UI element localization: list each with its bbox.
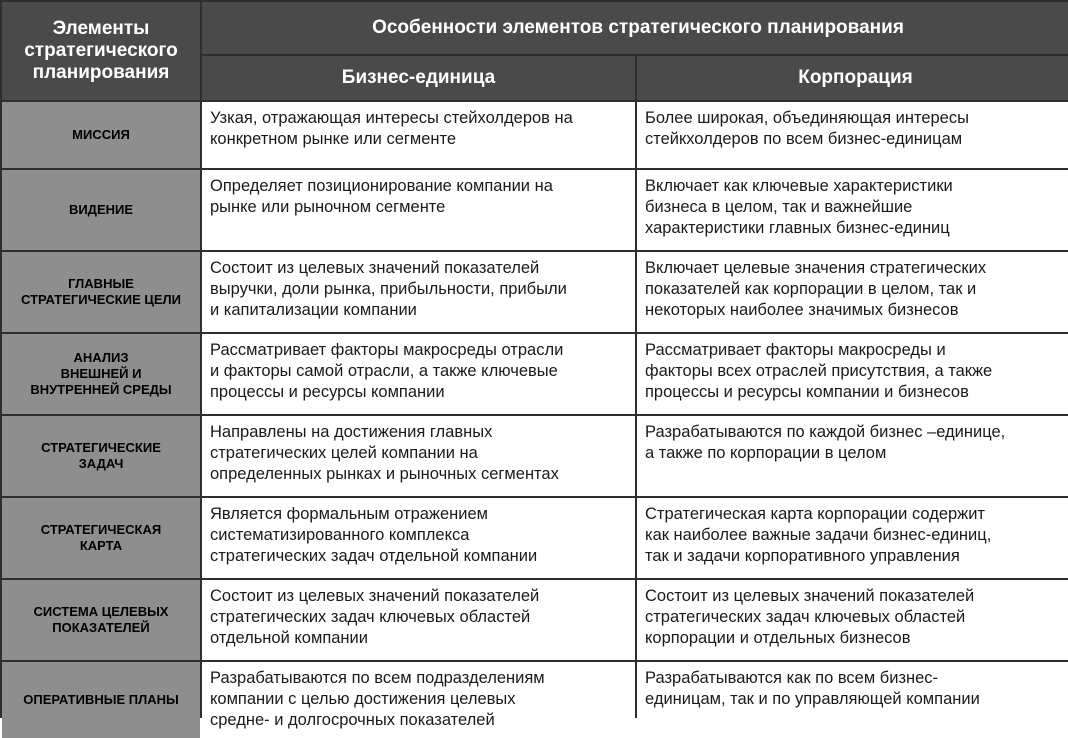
row-label-strategic-map: СТРАТЕГИЧЕСКАЯ КАРТА [2,498,200,578]
row-label-strategic-tasks: СТРАТЕГИЧЕСКИЕ ЗАДАЧ [2,416,200,496]
cell-corporation-strategic-tasks: Разрабатываются по каждой бизнес –единице, а также по корпорации в целом [637,416,1068,496]
cell-corporation-target-indicators: Состоит из целевых значений показателей стратегических задач ключевых областей корпорации и отдельных бизнесов [637,580,1068,660]
cell-business-mission: Узкая, отражающая интересы стейхолдеров на конкретном рынке или сегменте [202,102,635,168]
row-label-mission: МИССИЯ [2,102,200,168]
cell-business-operational-plans: Разрабатываются по всем подразделениям компании с целью достижения целевых средне- и долгосрочных показателей [202,662,635,738]
cell-business-strategic-map: Является формальным отражением систематизированного комплекса стратегических задач отдельной компании [202,498,635,578]
corner-header: Элементы стратегического планирования [2,2,200,100]
table-title: Особенности элементов стратегического планирования [202,2,1068,54]
cell-corporation-mission: Более широкая, объединяющая интересы стейкхолдеров по всем бизнес-единицам [637,102,1068,168]
cell-business-strategic-goals: Состоит из целевых значений показателей выручки, доли рынка, прибыльности, прибыли и капитализации компании [202,252,635,332]
cell-corporation-strategic-goals: Включает целевые значения стратегических показателей как корпорации в целом, так и некоторых наиболее значимых бизнесов [637,252,1068,332]
cell-business-target-indicators: Состоит из целевых значений показателей стратегических задач ключевых областей отдельной компании [202,580,635,660]
cell-business-vision: Определяет позиционирование компании на рынке или рыночном сегменте [202,170,635,250]
row-label-strategic-goals: ГЛАВНЫЕ СТРАТЕГИЧЕСКИЕ ЦЕЛИ [2,252,200,332]
cell-corporation-vision: Включает как ключевые характеристики бизнеса в целом, так и важнейшие характеристики главных бизнес-единиц [637,170,1068,250]
cell-corporation-environment-analysis: Рассматривает факторы макросреды и факторы всех отраслей присутствия, а также процессы и ресурсы компании и бизнесов [637,334,1068,414]
column-header-business: Бизнес-единица [202,56,635,100]
cell-corporation-operational-plans: Разрабатываются как по всем бизнес- единицам, так и по управляющей компании [637,662,1068,738]
column-header-corporation: Корпорация [637,56,1068,100]
row-label-vision: ВИДЕНИЕ [2,170,200,250]
cell-corporation-strategic-map: Стратегическая карта корпорации содержит как наиболее важные задачи бизнес-единиц, так и задачи корпоративного управления [637,498,1068,578]
cell-business-environment-analysis: Рассматривает факторы макросреды отрасли и факторы самой отрасли, а также ключевые процессы и ресурсы компании [202,334,635,414]
row-label-target-indicators: СИСТЕМА ЦЕЛЕВЫХ ПОКАЗАТЕЛЕЙ [2,580,200,660]
row-label-environment-analysis: АНАЛИЗ ВНЕШНЕЙ И ВНУТРЕННЕЙ СРЕДЫ [2,334,200,414]
cell-business-strategic-tasks: Направлены на достижения главных стратегических целей компании на определенных рынках и рыночных сегментах [202,416,635,496]
row-label-operational-plans: ОПЕРАТИВНЫЕ ПЛАНЫ [2,662,200,738]
